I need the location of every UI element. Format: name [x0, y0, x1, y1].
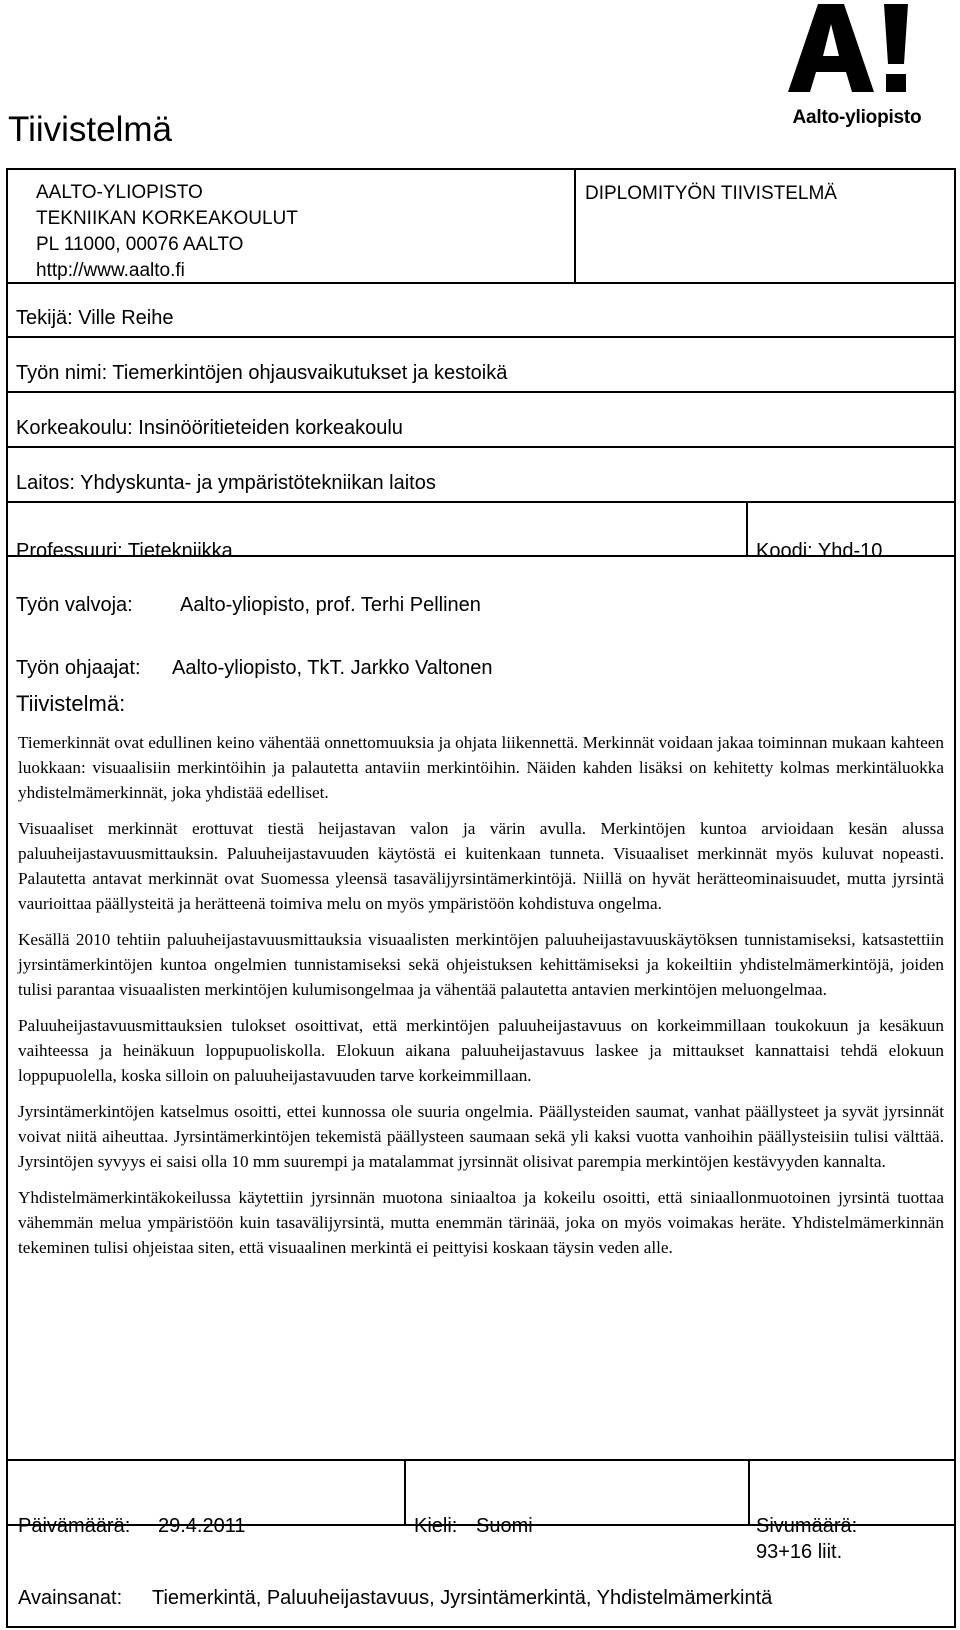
keywords-label: Avainsanat:: [18, 1587, 123, 1609]
row-divider: [8, 501, 954, 503]
aalto-a-exclamation-icon: [786, 2, 926, 94]
language-value: Suomi: [476, 1515, 533, 1537]
document-type: DIPLOMITYÖN TIIVISTELMÄ: [585, 183, 837, 204]
row-divider: [8, 391, 954, 393]
keywords-value: Tiemerkintä, Paluuheijastavuus, Jyrsintämerkintä, Yhdistelmämerkintä: [152, 1587, 773, 1609]
date-label: Päivämäärä:: [18, 1515, 131, 1537]
date-value: 29.4.2011: [158, 1515, 246, 1537]
abstract-paragraph: Jyrsintämerkintöjen katselmus osoitti, ettei kunnossa ole suuria ongelmia. Päällysteiden saumat, vanhat päällysteet ja syvät jyrsinnät voivat niitä aiheuttaa. Jyrsintämerkintöjen tekemistä päällysteen saumaan sekä yli kaksi vuotta vanhoihin päällysteisiin tulisi välttää. Jyrsintöjen syvyys ei saisi olla 10 mm suurempi ja matalammat jyrsinnät olisivat parempia merkintöjen kestävyyden kannalta.: [18, 1102, 944, 1171]
website-link[interactable]: http://www.aalto.fi: [36, 260, 185, 281]
supervisor-value: Aalto-yliopisto, prof. Terhi Pellinen: [180, 594, 481, 616]
pages-value: 93+16 liit.: [756, 1541, 843, 1563]
abstract-paragraph: Tiemerkinnät ovat edullinen keino vähentää onnettomuuksia ja ohjata liikennettä. Merkinnät voidaan jakaa toiminnan mukaan kahteen luokkaan: visuaalisiin merkintöihin ja palautetta antaviin merkintöihin. Näiden kahden lisäksi on kehitetty kolmas merkintäluokka yhdistelmämerkinnät, joka yhdistää edelliset.: [18, 733, 944, 802]
department-field: Laitos: Yhdyskunta- ja ympäristötekniikan laitos: [16, 472, 436, 494]
row-divider: [8, 446, 954, 448]
code-divider: [746, 501, 748, 557]
row-divider: [8, 1459, 954, 1461]
school-name: TEKNIIKAN KORKEAKOULUT: [36, 208, 298, 229]
header-divider: [574, 170, 576, 284]
institution-block: [36, 180, 298, 284]
footer-divider: [404, 1459, 406, 1526]
work-title-field: Työn nimi: Tiemerkintöjen ohjausvaikutukset ja kestoikä: [16, 362, 508, 384]
abstract-label: Tiivistelmä:: [16, 691, 126, 716]
professorship-field: Professuuri: Tietekniikka: [16, 540, 233, 562]
abstract-paragraph: Visuaaliset merkinnät erottuvat tiestä heijastavan valon ja värin avulla. Merkintöjen kuntoa arvioidaan kesän alussa paluuheijastavuusmittauksin. Paluuheijastavuuden käytöstä ei kuitenkaan tunneta. Visuaaliset merkinnät myös kuluvat nopeasti. Palautetta antavat merkinnät ovat Suomessa yleensä tasavälijyrsintämerkintöjä. Niillä on hyvät herätteominaisuudet, mutta jyrsintä vaurioittaa päällysteitä ja herätteenä toimiva melu on myös ympäristöön kohdistuva ongelma.: [18, 819, 944, 913]
row-divider: [8, 336, 954, 338]
abstract-paragraph: Yhdistelmämerkintäkokeilussa käytettiin jyrsinnän muotona siniaaltoa ja kokeilu osoitti, että siniaallonmuotoinen jyrsintä tuottaa vähemmän melua ympäristöön kuin tasavälijyrsintä, mutta enemmän tärinää, joka on myös voimakas heräte. Yhdistelmämerkinnän tekeminen tulisi ohjeistaa siten, että visuaalinen merkintä ei peittyisi koskaan täysin veden alle.: [18, 1188, 944, 1257]
institution-name: AALTO-YLIOPISTO: [36, 182, 203, 203]
language-label: Kieli:: [414, 1515, 458, 1537]
school-field: Korkeakoulu: Insinööritieteiden korkeakoulu: [16, 417, 403, 439]
abstract-paragraph: Kesällä 2010 tehtiin paluuheijastavuusmittauksia visuaalisten merkintöjen paluuheijastavuuskäytöksen tunnistamiseksi, katsastettiin jyrsintämerkintöjen kuntoa ongelmien tunnistamiseksi sekä ohjeistuksen kehittämiseksi ja kokeiltiin yhdistelmämerkintöjä, joiden tulisi parantaa visuaalisten merkintöjen kulumisongelmaa ja vähentää palautetta antavien merkintöjen meluongelmaa.: [18, 930, 944, 999]
abstract-body: [18, 730, 944, 1271]
abstract-paragraph: Paluuheijastavuusmittauksien tulokset osoittivat, että merkintöjen paluuheijastavuus on korkeimmillaan toukokuun ja kesäkuun vaihteessa ja heinäkuun loppupuoliskolla. Elokuun aikana paluuheijastavuus laskee ja mittaukset kannattaisi tehdä elokuun loppupuolella, koska silloin on paluuheijastavuuden tarve korkeimmillaan.: [18, 1016, 944, 1085]
aalto-logo: [782, 2, 932, 132]
page-title: Tiivistelmä: [8, 110, 172, 149]
logo-text: Aalto-yliopisto: [792, 107, 922, 128]
postal-address: PL 11000, 00076 AALTO: [36, 234, 244, 255]
footer-divider: [748, 1459, 750, 1526]
instructors-label: Työn ohjaajat:: [16, 657, 141, 679]
supervisor-label: Työn valvoja:: [16, 594, 133, 616]
pages-label: Sivumäärä:: [756, 1515, 858, 1537]
author-field: Tekijä: Ville Reihe: [16, 307, 174, 329]
instructors-value: Aalto-yliopisto, TkT. Jarkko Valtonen: [172, 657, 493, 679]
code-field: Koodi: Yhd-10: [756, 540, 883, 562]
